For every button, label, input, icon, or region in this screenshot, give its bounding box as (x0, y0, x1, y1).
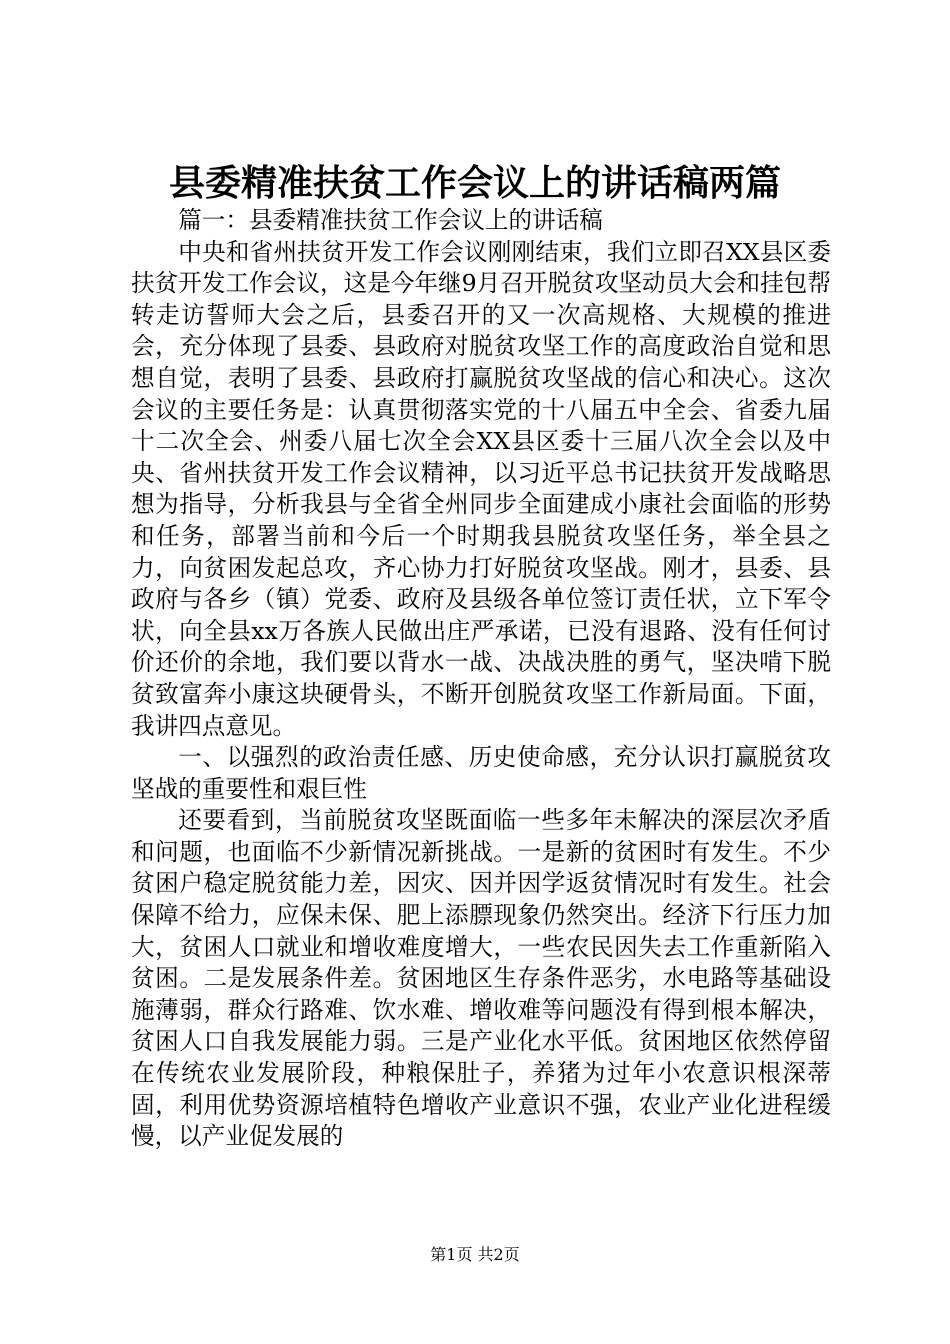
section-heading-part-one: 篇一：县委精准扶贫工作会议上的讲话稿 (178, 206, 603, 234)
document-body (131, 205, 831, 1153)
page-footer: 第1页 共2页 (430, 1245, 520, 1264)
document-title: 县委精准扶贫工作会议上的讲话稿两篇 (168, 162, 781, 204)
body-paragraph: 中央和省州扶贫开发工作会议刚刚结束，我们立即召XX县区委扶贫开发工作会议，这是今年继9月召开脱贫攻坚动员大会和挂包帮转走访誓师大会之后，县委召开的又一次高规格、大规模的推进会，充分体现了县委、县政府对脱贫攻坚工作的高度政治自觉和思想自觉，表明了县委、县政府打赢脱贫攻坚战的信心和决心。这次会议的主要任务是：认真贯彻落实党的十八届五中全会、省委九届十二次全会、州委八届七次全会XX县区委十三届八次全会以及中央、省州扶贫开发工作会议精神，以习近平总书记扶贫开发战略思想为指导，分析我县与全省全州同步全面建成小康社会面临的形势和任务，部署当前和今后一个时期我县脱贫攻坚任务，举全县之力，向贫困发起总攻，齐心协力打好脱贫攻坚战。刚才，县委、县政府与各乡（镇）党委、政府及县级各单位签订责任状，立下军令状，向全县xx万各族人民做出庄严承诺，已没有退路、没有任何讨价还价的余地，我们要以背水一战、决战决胜的勇气，坚决啃下脱贫致富奔小康这块硬骨头，不断开创脱贫攻坚工作新局面。下面，我讲四点意见。 (131, 237, 831, 740)
body-paragraph: 还要看到，当前脱贫攻坚既面临一些多年未解决的深层次矛盾和问题，也面临不少新情况新挑战。一是新的贫困时有发生。不少贫困户稳定脱贫能力差，因灾、因并因学返贫情况时有发生。社会保障不给力，应保未保、肥上添膘现象仍然突出。经济下行压力加大，贫困人口就业和增收难度增大，一些农民因失去工作重新陷入贫困。二是发展条件差。贫困地区生存条件恶劣，水电路等基础设施薄弱，群众行路难、饮水难、增收难等问题没有得到根本解决，贫困人口自我发展能力弱。三是产业化水平低。贫困地区依然停留在传统农业发展阶段，种粮保肚子，养猪为过年小农意识根深蒂固，利用优势资源培植特色增收产业意识不强，农业产业化进程缓慢，以产业促发展的 (131, 806, 831, 1151)
section-heading: 一、以强烈的政治责任感、历史使命感，充分认识打赢脱贫攻坚战的重要性和艰巨性 (131, 743, 831, 803)
